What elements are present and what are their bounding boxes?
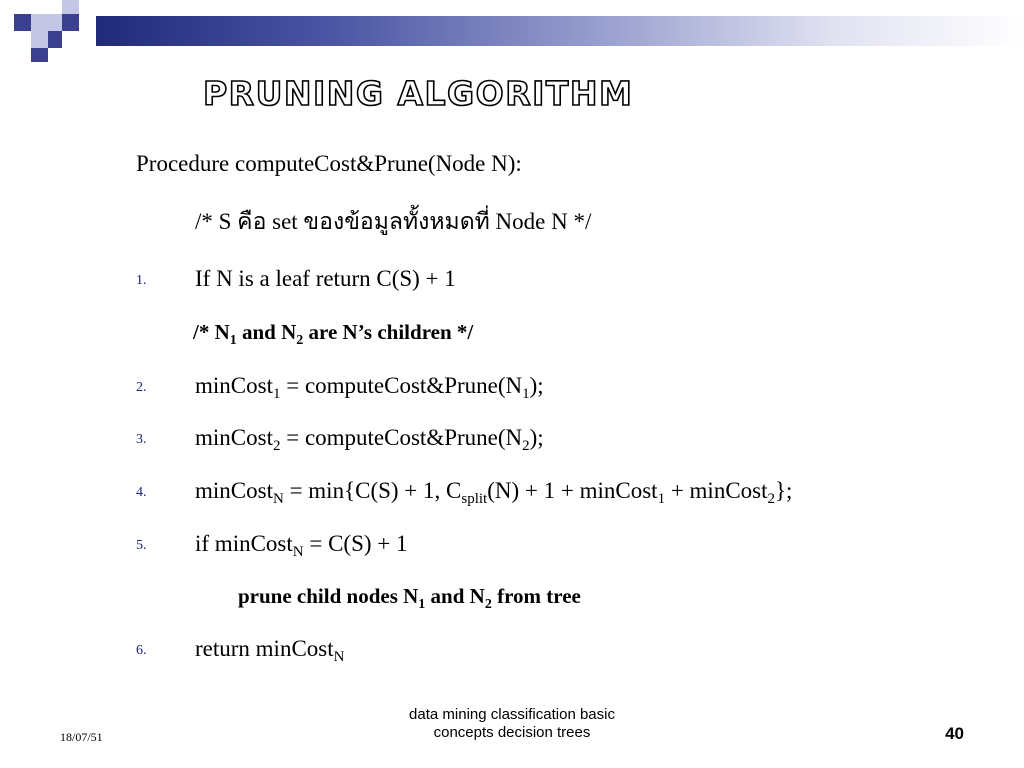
decor-square xyxy=(62,14,79,31)
procedure-comment-text: /* S คือ set ของข้อมูลทั้งหมดที่ Node N */ xyxy=(195,209,592,234)
decor-square xyxy=(48,31,62,48)
text: return minCost xyxy=(195,636,334,661)
step-number: 5. xyxy=(136,538,147,553)
subscript: split xyxy=(461,491,488,507)
subscript: 1 xyxy=(657,491,666,507)
subscript: N xyxy=(272,491,284,507)
text: minCost xyxy=(195,478,273,503)
step-2 xyxy=(195,372,544,400)
subscript: 2 xyxy=(272,438,281,454)
procedure-comment xyxy=(195,208,591,236)
subscript: N xyxy=(292,544,304,560)
children-comment xyxy=(193,318,473,346)
step-6 xyxy=(195,635,344,663)
subscript: N xyxy=(333,649,345,665)
subscript: 2 xyxy=(484,597,492,612)
subscript: 1 xyxy=(229,333,237,348)
subscript: 2 xyxy=(296,333,304,348)
step-number: 3. xyxy=(136,432,147,447)
text: = computeCost&Prune(N xyxy=(280,425,523,450)
text: ); xyxy=(529,373,544,398)
step-text: If N is a leaf return C(S) + 1 xyxy=(195,266,456,291)
text: = min{C(S) + 1, C xyxy=(283,478,462,503)
decor-square xyxy=(31,14,62,31)
subscript: 1 xyxy=(272,386,281,402)
text: = C(S) + 1 xyxy=(303,531,408,556)
subscript: 2 xyxy=(522,438,530,454)
text: + minCost xyxy=(665,478,768,503)
text: ); xyxy=(529,425,544,450)
footer-caption-line: concepts decision trees xyxy=(433,724,591,741)
subscript: 1 xyxy=(418,597,426,612)
subscript: 1 xyxy=(522,386,530,402)
text: /* N xyxy=(193,320,230,344)
procedure-header xyxy=(136,150,522,178)
text: minCost xyxy=(195,425,273,450)
step-number: 6. xyxy=(136,643,147,658)
step-number: 2. xyxy=(136,380,147,395)
slide-title: PRUNING ALGORITHM xyxy=(203,74,634,113)
decor-square xyxy=(31,48,48,62)
text: and N xyxy=(236,320,297,344)
text: = computeCost&Prune(N xyxy=(280,373,523,398)
step-1 xyxy=(195,265,456,293)
subscript: 2 xyxy=(767,491,775,507)
footer-caption-line: data mining classification basic xyxy=(409,706,615,723)
header-gradient-bar xyxy=(96,16,1024,46)
step-number: 1. xyxy=(136,273,147,288)
text: from tree xyxy=(491,584,581,608)
text: are N’s children */ xyxy=(303,320,474,344)
step-5 xyxy=(195,530,408,558)
decor-square xyxy=(14,14,31,31)
footer-caption xyxy=(372,706,652,742)
step-4 xyxy=(195,477,792,505)
footer-date: 18/07/51 xyxy=(60,730,103,744)
decor-square xyxy=(62,0,79,14)
text: minCost xyxy=(195,373,273,398)
text: and N xyxy=(425,584,485,608)
step-number: 4. xyxy=(136,485,147,500)
prune-line xyxy=(238,582,581,610)
text: }; xyxy=(775,478,793,503)
decor-square xyxy=(31,31,48,48)
step-3 xyxy=(195,424,544,452)
text: if minCost xyxy=(195,531,293,556)
procedure-header-text: Procedure computeCost&Prune(Node N): xyxy=(136,151,522,176)
page-number: 40 xyxy=(945,724,964,743)
text: prune child nodes N xyxy=(238,584,419,608)
text: (N) + 1 + minCost xyxy=(487,478,658,503)
